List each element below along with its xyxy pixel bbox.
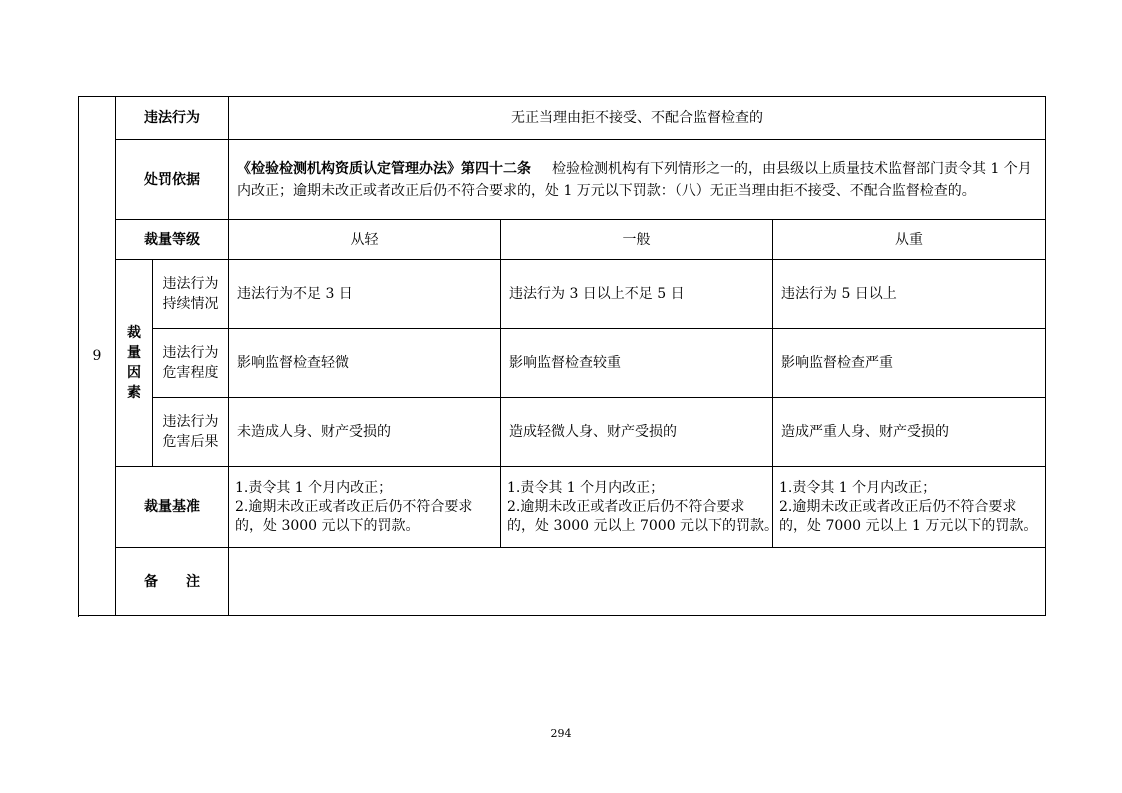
violation-row (79, 97, 1046, 140)
basis-row (79, 140, 1046, 220)
levels-label: 裁量等级 (116, 220, 229, 260)
remarks-row (79, 548, 1046, 616)
level-light: 从轻 (229, 220, 501, 260)
factor-light: 影响监督检查轻微 (229, 329, 501, 398)
standard-heavy (773, 467, 1046, 548)
basis-text: 检验检测机构有下列情形之一的，由县级以上质量技术监督部门责令其 1 个月内改正；逾期未改正或者改正后仍不符合要求的，处 1 万元以下罚款：（八）无正当理由拒不接受、不配合监督检查的。 (237, 160, 1032, 199)
factor-normal: 造成轻微人身、财产受损的 (501, 398, 773, 467)
standard-line: 2.逾期未改正或者改正后仍不符合要求 (507, 498, 745, 515)
standard-line: 1.责令其 1 个月内改正； (507, 479, 665, 496)
basis-label: 处罚依据 (116, 140, 229, 220)
factor-heavy: 违法行为 5 日以上 (773, 260, 1046, 329)
standard-line: 的，处 7000 元以上 1 万元以下的罚款。 (779, 517, 1038, 534)
factor-normal: 影响监督检查较重 (501, 329, 773, 398)
violation-value: 无正当理由拒不接受、不配合监督检查的 (229, 97, 1046, 140)
standard-line: 的，处 3000 元以上 7000 元以下的罚款。 (507, 517, 779, 534)
factor-label: 违法行为持续情况 (153, 260, 229, 329)
factors-group-label: 裁量因素 (116, 260, 153, 467)
factor-row (79, 329, 1046, 398)
standard-normal (501, 467, 779, 548)
remarks-value (229, 548, 1046, 616)
standard-light (229, 467, 501, 548)
item-number: 9 (79, 97, 116, 616)
factor-normal: 违法行为 3 日以上不足 5 日 (501, 260, 773, 329)
factor-heavy: 影响监督检查严重 (773, 329, 1046, 398)
violation-label: 违法行为 (116, 97, 229, 140)
factor-light: 未造成人身、财产受损的 (229, 398, 501, 467)
basis-law: 《检验检测机构资质认定管理办法》第四十二条 (237, 160, 531, 177)
factor-row (79, 398, 1046, 467)
factor-label: 违法行为危害后果 (153, 398, 229, 467)
standard-line: 1.责令其 1 个月内改正； (779, 479, 937, 496)
standard-label: 裁量基准 (116, 467, 229, 548)
standard-line: 2.逾期未改正或者改正后仍不符合要求 (779, 498, 1017, 515)
level-normal: 一般 (501, 220, 773, 260)
discretion-table (78, 96, 1046, 616)
levels-row (79, 220, 1046, 260)
factor-row (79, 260, 1046, 329)
basis-content (229, 140, 1046, 220)
factor-heavy: 造成严重人身、财产受损的 (773, 398, 1046, 467)
factor-light: 违法行为不足 3 日 (229, 260, 501, 329)
factor-label: 违法行为危害程度 (153, 329, 229, 398)
standard-row (79, 467, 1046, 548)
remarks-label: 备注 (116, 548, 229, 616)
standard-line: 2.逾期未改正或者改正后仍不符合要求 (235, 498, 473, 515)
standard-line: 的，处 3000 元以下的罚款。 (235, 517, 420, 534)
page-number: 294 (550, 727, 572, 740)
standard-line: 1.责令其 1 个月内改正； (235, 479, 393, 496)
level-heavy: 从重 (773, 220, 1046, 260)
